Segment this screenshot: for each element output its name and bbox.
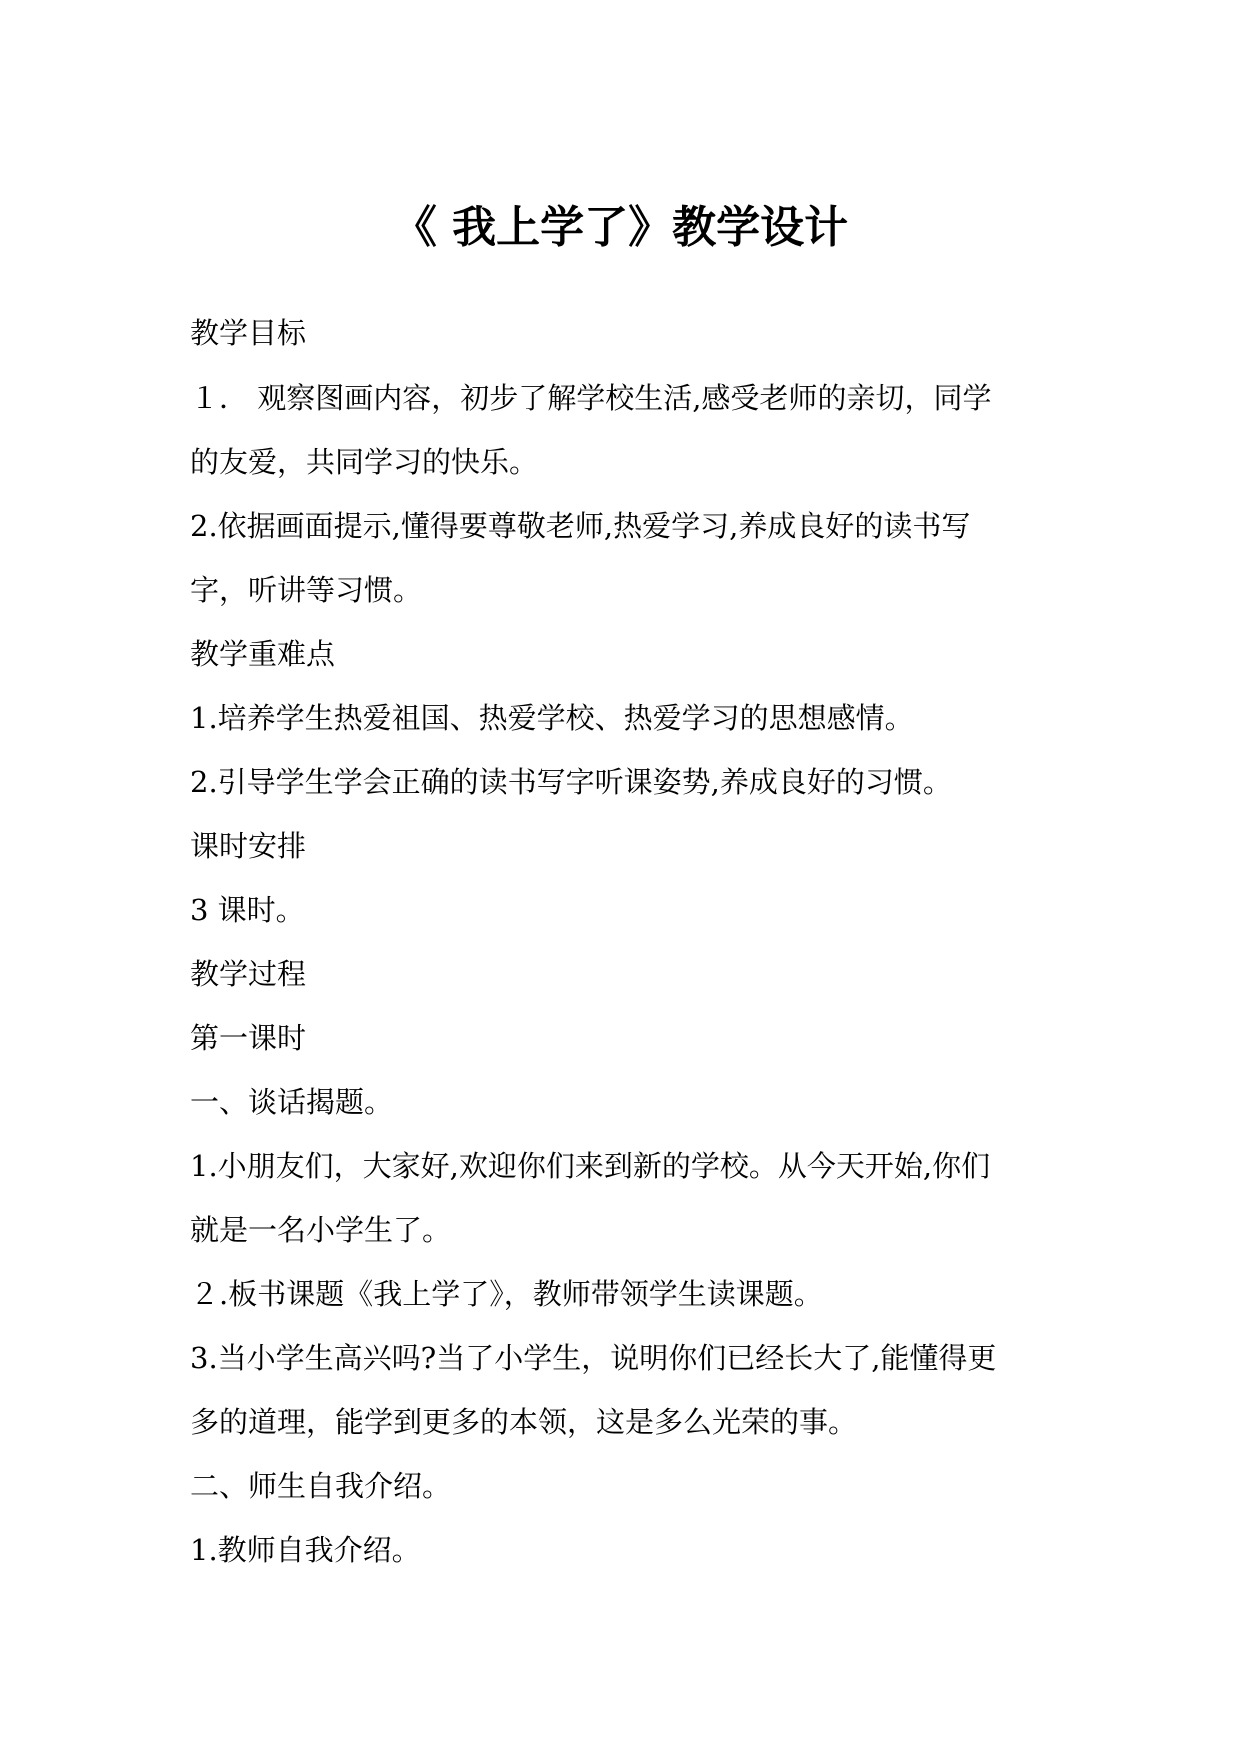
paragraph-line: 的友爱，共同学习的快乐。 bbox=[190, 445, 539, 479]
paragraph-line: 就是一名小学生了。 bbox=[190, 1213, 452, 1247]
section-heading-part-one: 一、谈话揭题。 bbox=[190, 1085, 394, 1119]
section-heading-key-points: 教学重难点 bbox=[190, 637, 336, 671]
paragraph-line: 2.引导学生学会正确的读书写字听课姿势,养成良好的习惯。 bbox=[190, 765, 952, 799]
document-title: 《 我上学了》教学设计 bbox=[392, 202, 849, 253]
paragraph-line: 1.教师自我介绍。 bbox=[190, 1533, 421, 1567]
paragraph-line: １． 观察图画内容，初步了解学校生活,感受老师的亲切，同学 bbox=[190, 381, 992, 415]
paragraph-line: 字，听讲等习惯。 bbox=[190, 573, 423, 607]
section-heading-part-two: 二、师生自我介绍。 bbox=[190, 1469, 452, 1503]
section-heading-schedule: 课时安排 bbox=[190, 829, 307, 863]
paragraph-line: 1.培养学生热爱祖国、热爱学校、热爱学习的思想感情。 bbox=[190, 701, 914, 735]
paragraph-line: 3.当小学生高兴吗?当了小学生，说明你们已经长大了,能懂得更 bbox=[190, 1341, 997, 1375]
paragraph-line: 2.依据画面提示,懂得要尊敬老师,热爱学习,养成良好的读书写 bbox=[190, 509, 971, 543]
section-heading-process: 教学过程 bbox=[190, 957, 307, 991]
section-heading-teaching-goals: 教学目标 bbox=[190, 316, 307, 350]
paragraph-line: 1.小朋友们，大家好,欢迎你们来到新的学校。从今天开始,你们 bbox=[190, 1149, 991, 1183]
paragraph-line: ２.板书课题《我上学了》，教师带领学生读课题。 bbox=[190, 1277, 823, 1311]
section-heading-first-lesson: 第一课时 bbox=[190, 1021, 307, 1055]
paragraph-line: 多的道理，能学到更多的本领，这是多么光荣的事。 bbox=[190, 1405, 858, 1439]
paragraph-line: 3 课时。 bbox=[190, 893, 305, 927]
